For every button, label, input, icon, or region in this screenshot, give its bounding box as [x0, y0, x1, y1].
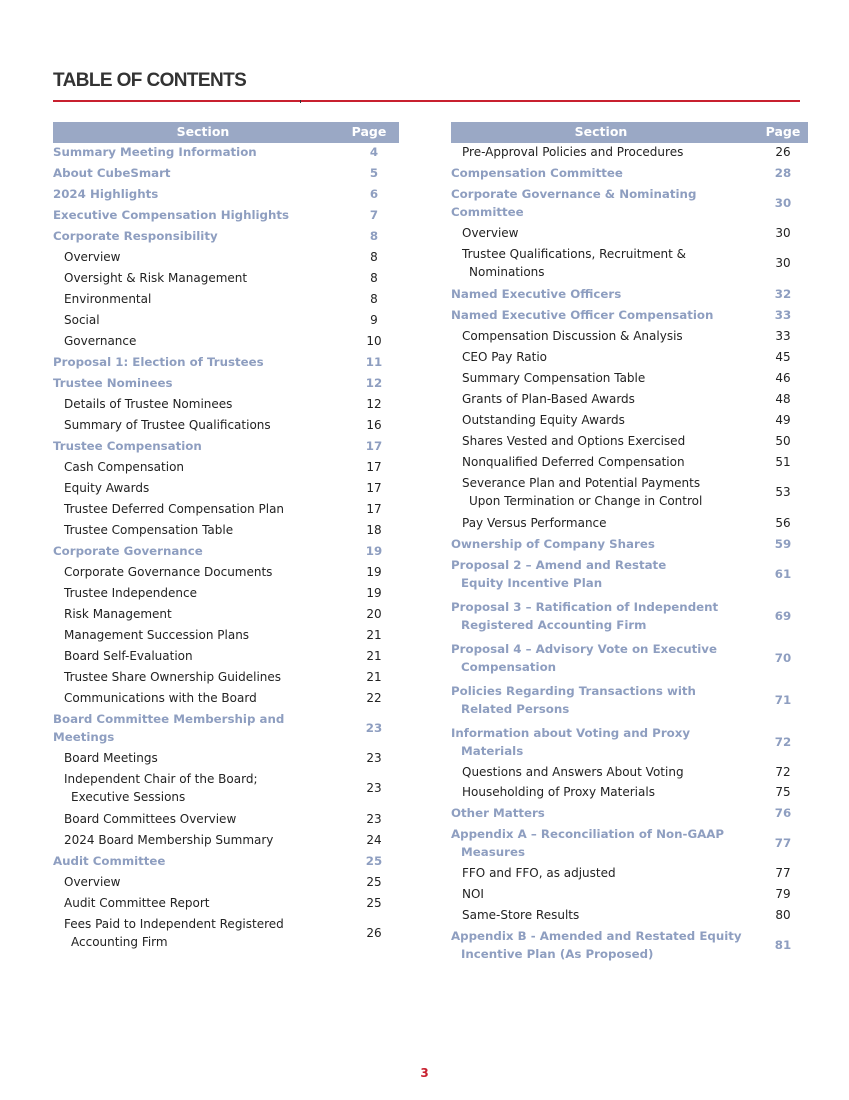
- toc-entry-page: 79: [775, 887, 791, 901]
- toc-entry-title: [53, 894, 399, 912]
- toc-entry-title-line: Related Persons: [461, 702, 570, 716]
- toc-section-link[interactable]: [451, 640, 808, 676]
- toc-section-link[interactable]: [53, 185, 399, 203]
- toc-subsection-link[interactable]: [53, 894, 399, 912]
- toc-entry-title: [451, 224, 808, 242]
- toc-entry-page: 23: [365, 721, 383, 735]
- toc-entry-title-line: Proposal 2 – Amend and Restate: [451, 558, 667, 572]
- toc-entry-title-line: Risk Management: [64, 607, 172, 621]
- toc-entry-page: 53: [775, 485, 791, 499]
- toc-section-link[interactable]: [53, 437, 399, 455]
- toc-subsection-link[interactable]: [53, 521, 399, 539]
- toc-subsection-link[interactable]: [53, 647, 399, 665]
- toc-entry-title: [451, 804, 808, 822]
- toc-entry-title-line: Ownership of Company Shares: [451, 537, 655, 551]
- toc-entry-page: 19: [366, 565, 382, 579]
- toc-entry-title-line: Overview: [64, 875, 121, 889]
- toc-entry-title-line: Same-Store Results: [462, 908, 580, 922]
- toc-entry-title: [53, 521, 399, 539]
- title-divider: [53, 100, 800, 102]
- toc-entry-title: [53, 248, 399, 266]
- toc-entry-title-line: Oversight & Risk Management: [64, 271, 248, 285]
- toc-entry-title: [451, 390, 808, 408]
- toc-subsection-link[interactable]: [53, 605, 399, 623]
- toc-entry-title-line: Questions and Answers About Voting: [462, 765, 684, 779]
- toc-subsection-link[interactable]: [53, 479, 399, 497]
- toc-entry-page: 18: [366, 523, 382, 537]
- toc-entry-title-line: Corporate Responsibility: [53, 229, 218, 243]
- toc-entry-title-line: Cash Compensation: [64, 460, 185, 474]
- toc-column-left: [53, 122, 399, 954]
- toc-entry-title-line: Equity Incentive Plan: [461, 576, 603, 590]
- toc-entry-page: 76: [774, 806, 792, 820]
- toc-entry-title: [53, 206, 399, 224]
- toc-entry-title-line: Nominations: [469, 265, 545, 279]
- toc-section-link[interactable]: [451, 825, 808, 861]
- toc-entry-title-line: Proposal 3 – Ratification of Independent: [451, 600, 719, 614]
- toc-entry-page: 6: [369, 187, 379, 201]
- toc-entry-page: 19: [365, 544, 383, 558]
- toc-entry-page: 8: [369, 229, 379, 243]
- toc-subsection-link[interactable]: [53, 416, 399, 434]
- toc-entry-title: [53, 395, 399, 413]
- page-header: Page: [351, 124, 387, 139]
- toc-entry-title: [53, 500, 399, 518]
- toc-entry-title-line: Pre-Approval Policies and Procedures: [462, 145, 684, 159]
- toc-subsection-link[interactable]: [53, 311, 399, 329]
- toc-section-link[interactable]: [451, 598, 808, 634]
- toc-section-link[interactable]: [53, 143, 399, 161]
- toc-entry-title-line: About CubeSmart: [53, 166, 171, 180]
- toc-entry-title-line: Householding of Proxy Materials: [462, 785, 655, 799]
- toc-entry-title-line: 2024 Board Membership Summary: [64, 833, 274, 847]
- toc-entry-title: [53, 353, 399, 371]
- toc-entry-title: [451, 369, 808, 387]
- toc-subsection-link[interactable]: [451, 369, 808, 387]
- toc-subsection-link[interactable]: [53, 770, 399, 806]
- toc-entry-title-line: Overview: [462, 226, 519, 240]
- toc-subsection-link[interactable]: [53, 500, 399, 518]
- toc-entry-title: [53, 437, 399, 455]
- toc-entry-title-line: 2024 Highlights: [53, 187, 159, 201]
- toc-entry-title: [451, 453, 808, 471]
- toc-entry-title: [53, 852, 399, 870]
- toc-entry-title: [451, 348, 808, 366]
- toc-entry-title-line: Fees Paid to Independent Registered: [64, 917, 284, 931]
- toc-entry-page: 81: [774, 938, 792, 952]
- toc-subsection-link[interactable]: [451, 245, 808, 281]
- toc-subsection-link[interactable]: [451, 864, 808, 882]
- toc-section-link[interactable]: [451, 285, 808, 303]
- toc-entry-page: 5: [369, 166, 379, 180]
- toc-entry-title: [53, 290, 399, 308]
- toc-entry-page: 59: [774, 537, 792, 551]
- toc-entry-title-line: Audit Committee: [53, 854, 166, 868]
- toc-section-link[interactable]: [451, 927, 808, 963]
- toc-entry-title-line: Outstanding Equity Awards: [462, 413, 625, 427]
- toc-entry-title: [451, 185, 808, 221]
- toc-entry-page: 8: [370, 250, 378, 264]
- toc-subsection-link[interactable]: [53, 831, 399, 849]
- toc-subsection-link[interactable]: [451, 474, 808, 510]
- column-header: [53, 122, 399, 143]
- toc-entry-title: [451, 164, 808, 182]
- toc-entry-title-line: Compensation Committee: [451, 166, 623, 180]
- toc-entry-title: [53, 605, 399, 623]
- toc-entry-title: [53, 915, 399, 951]
- toc-entry-page: 21: [366, 649, 382, 663]
- toc-entry-title-line: Registered Accounting Firm: [461, 618, 647, 632]
- toc-entry-title-line: Proposal 4 – Advisory Vote on Executive: [451, 642, 717, 656]
- toc-entry-page: 26: [775, 145, 791, 159]
- toc-entry-title: [53, 479, 399, 497]
- toc-section-link[interactable]: [451, 682, 808, 718]
- toc-entry-title-line: Overview: [64, 250, 121, 264]
- toc-entry-title: [451, 927, 808, 963]
- toc-entry-title-line: NOI: [462, 887, 484, 901]
- toc-entry-page: 30: [775, 226, 791, 240]
- toc-entry-title: [451, 411, 808, 429]
- toc-subsection-link[interactable]: [53, 873, 399, 891]
- toc-entry-page: 48: [775, 392, 791, 406]
- toc-entry-title-line: Summary Compensation Table: [462, 371, 646, 385]
- toc-entry-title-line: Trustee Compensation: [53, 439, 202, 453]
- toc-entry-title: [53, 647, 399, 665]
- toc-entry-title-line: Audit Committee Report: [64, 896, 210, 910]
- toc-entry-title-line: Communications with the Board: [64, 691, 257, 705]
- toc-entry-title: [53, 164, 399, 182]
- toc-entry-page: 23: [366, 751, 382, 765]
- toc-entry-title: [451, 724, 808, 760]
- toc-entry-page: 32: [774, 287, 792, 301]
- toc-subsection-link[interactable]: [53, 332, 399, 350]
- toc-entry-page: 72: [774, 735, 792, 749]
- toc-entry-page: 71: [774, 693, 792, 707]
- toc-section-link[interactable]: [451, 556, 808, 592]
- toc-entry-title: [451, 825, 808, 861]
- toc-entry-title: [451, 783, 808, 801]
- toc-entry-title: [53, 689, 399, 707]
- toc-subsection-link[interactable]: [53, 749, 399, 767]
- toc-entry-page: 4: [369, 145, 379, 159]
- toc-entry-title-line: Trustee Deferred Compensation Plan: [64, 502, 285, 516]
- toc-entry-page: 33: [774, 308, 792, 322]
- toc-entry-title-line: Management Succession Plans: [64, 628, 250, 642]
- toc-entry-page: 10: [366, 334, 382, 348]
- toc-subsection-link[interactable]: [451, 143, 808, 161]
- toc-entry-title-line: Summary Meeting Information: [53, 145, 257, 159]
- toc-entry-page: 8: [370, 271, 378, 285]
- toc-section-link[interactable]: [53, 227, 399, 245]
- toc-entry-page: 33: [775, 329, 791, 343]
- toc-subsection-link[interactable]: [451, 390, 808, 408]
- toc-entry-title: [451, 306, 808, 324]
- toc-entry-title: [451, 285, 808, 303]
- toc-section-link[interactable]: [53, 852, 399, 870]
- toc-entry-title-line: Trustee Share Ownership Guidelines: [64, 670, 282, 684]
- toc-entry-title: [451, 556, 808, 592]
- page-number: 3: [420, 1066, 429, 1080]
- toc-entry-page: 56: [775, 516, 791, 530]
- toc-entry-title: [451, 514, 808, 532]
- toc-entry-page: 77: [775, 866, 791, 880]
- toc-entry-title: [53, 810, 399, 828]
- toc-section-link[interactable]: [451, 535, 808, 553]
- toc-subsection-link[interactable]: [53, 584, 399, 602]
- toc-entry-page: 25: [366, 875, 382, 889]
- toc-entry-page: 24: [366, 833, 382, 847]
- toc-entry-title-line: Independent Chair of the Board;: [64, 772, 258, 786]
- toc-entry-page: 75: [775, 785, 791, 799]
- toc-entry-page: 16: [366, 418, 382, 432]
- toc-entry-page: 19: [366, 586, 382, 600]
- toc-entry-page: 21: [366, 670, 382, 684]
- toc-entry-title-line: Grants of Plan-Based Awards: [462, 392, 635, 406]
- toc-subsection-link[interactable]: [451, 763, 808, 781]
- toc-section-link[interactable]: [451, 724, 808, 760]
- page-header: Page: [765, 124, 801, 139]
- toc-entry-title: [53, 749, 399, 767]
- toc-entry-title-line: Board Committee Membership and Meetings: [53, 712, 285, 744]
- toc-entry-title-line: Information about Voting and Proxy: [451, 726, 691, 740]
- toc-entry-title: [451, 640, 808, 676]
- toc-entry-title: [53, 332, 399, 350]
- toc-section-link[interactable]: [53, 206, 399, 224]
- toc-entry-page: 25: [365, 854, 383, 868]
- toc-entry-title-line: Board Committees Overview: [64, 812, 237, 826]
- toc-entry-page: 25: [366, 896, 382, 910]
- toc-section-link[interactable]: [53, 164, 399, 182]
- toc-entry-title-line: Details of Trustee Nominees: [64, 397, 233, 411]
- toc-entry-title: [451, 598, 808, 634]
- toc-entry-title-line: Proposal 1: Election of Trustees: [53, 355, 264, 369]
- toc-entry-title: [451, 763, 808, 781]
- toc-subsection-link[interactable]: [53, 269, 399, 287]
- section-header: Section: [176, 124, 230, 139]
- toc-entry-page: 23: [366, 781, 382, 795]
- toc-entry-title: [451, 682, 808, 718]
- toc-entry-page: 70: [774, 651, 792, 665]
- toc-entry-title-line: Other Matters: [451, 806, 545, 820]
- toc-column-right: [451, 122, 808, 966]
- toc-entry-page: 45: [775, 350, 791, 364]
- toc-list-left: [53, 143, 399, 951]
- toc-entry-title: [53, 770, 399, 806]
- toc-entry-title: [53, 584, 399, 602]
- toc-entry-page: 26: [366, 926, 382, 940]
- toc-entry-title-line: Compensation Discussion & Analysis: [462, 329, 683, 343]
- toc-entry-title: [451, 885, 808, 903]
- toc-entry-title-line: Nonqualified Deferred Compensation: [462, 455, 685, 469]
- toc-entry-title-line: FFO and FFO, as adjusted: [462, 866, 616, 880]
- toc-entry-page: 30: [775, 256, 791, 270]
- toc-subsection-link[interactable]: [451, 411, 808, 429]
- toc-entry-title-line: Board Self-Evaluation: [64, 649, 193, 663]
- toc-entry-title: [53, 542, 399, 560]
- toc-section-link[interactable]: [451, 804, 808, 822]
- toc-entry-title: [53, 831, 399, 849]
- toc-entry-title-line: Named Executive Officers: [451, 287, 622, 301]
- toc-subsection-link[interactable]: [451, 327, 808, 345]
- toc-entry-title-line: Trustee Nominees: [53, 376, 173, 390]
- toc-section-link[interactable]: [451, 185, 808, 221]
- toc-entry-title-line: Appendix A – Reconciliation of Non-GAAP: [451, 827, 725, 841]
- toc-entry-title: [53, 458, 399, 476]
- toc-entry-title-line: Severance Plan and Potential Payments: [462, 476, 701, 490]
- toc-entry-page: 12: [366, 397, 382, 411]
- toc-entry-title-line: Corporate Governance & Nominating Committee: [451, 187, 697, 219]
- toc-subsection-link[interactable]: [53, 689, 399, 707]
- toc-entry-page: 8: [370, 292, 378, 306]
- toc-subsection-link[interactable]: [53, 626, 399, 644]
- toc-entry-page: 21: [366, 628, 382, 642]
- toc-subsection-link[interactable]: [53, 810, 399, 828]
- toc-subsection-link[interactable]: [451, 885, 808, 903]
- toc-subsection-link[interactable]: [53, 395, 399, 413]
- toc-entry-title: [53, 185, 399, 203]
- page-title: TABLE OF CONTENTS: [53, 70, 247, 91]
- toc-entry-title-line: Environmental: [64, 292, 152, 306]
- toc-section-link[interactable]: [53, 353, 399, 371]
- toc-entry-title: [53, 626, 399, 644]
- toc-entry-title-line: Named Executive Officer Compensation: [451, 308, 714, 322]
- column-header: [451, 122, 808, 143]
- toc-entry-page: 17: [366, 460, 382, 474]
- toc-entry-page: 28: [774, 166, 792, 180]
- toc-entry-title: [451, 864, 808, 882]
- toc-entry-title-line: Executive Sessions: [71, 790, 186, 804]
- toc-entry-title-line: Corporate Governance Documents: [64, 565, 273, 579]
- toc-entry-title-line: Trustee Independence: [64, 586, 197, 600]
- toc-entry-page: 17: [365, 439, 383, 453]
- toc-entry-page: 9: [370, 313, 378, 327]
- toc-entry-title: [451, 906, 808, 924]
- toc-entry-title-line: Compensation: [461, 660, 557, 674]
- toc-entry-title: [53, 710, 399, 746]
- toc-entry-title: [53, 227, 399, 245]
- toc-entry-page: 77: [774, 836, 792, 850]
- toc-entry-page: 23: [366, 812, 382, 826]
- toc-entry-title-line: Equity Awards: [64, 481, 150, 495]
- toc-entry-page: 46: [775, 371, 791, 385]
- divider-tick: [300, 100, 301, 103]
- toc-entry-title: [53, 563, 399, 581]
- toc-entry-title-line: Upon Termination or Change in Control: [469, 494, 703, 508]
- toc-entry-title: [53, 269, 399, 287]
- toc-section-link[interactable]: [53, 542, 399, 560]
- toc-entry-title-line: Social: [64, 313, 100, 327]
- toc-subsection-link[interactable]: [53, 563, 399, 581]
- toc-section-link[interactable]: [53, 710, 399, 746]
- toc-entry-title-line: Board Meetings: [64, 751, 158, 765]
- toc-section-link[interactable]: [451, 164, 808, 182]
- toc-entry-title: [451, 327, 808, 345]
- toc-subsection-link[interactable]: [451, 224, 808, 242]
- toc-entry-page: 51: [775, 455, 791, 469]
- toc-entry-title-line: Materials: [461, 744, 524, 758]
- toc-entry-page: 69: [774, 609, 792, 623]
- toc-entry-title-line: CEO Pay Ratio: [462, 350, 547, 364]
- toc-subsection-link[interactable]: [451, 783, 808, 801]
- toc-entry-title: [53, 311, 399, 329]
- toc-subsection-link[interactable]: [451, 453, 808, 471]
- toc-section-link[interactable]: [53, 374, 399, 392]
- toc-entry-page: 22: [366, 691, 382, 705]
- toc-entry-title: [451, 535, 808, 553]
- toc-entry-title: [53, 143, 399, 161]
- toc-entry-page: 17: [366, 481, 382, 495]
- toc-subsection-link[interactable]: [451, 432, 808, 450]
- toc-subsection-link[interactable]: [53, 248, 399, 266]
- toc-subsection-link[interactable]: [451, 348, 808, 366]
- toc-entry-title-line: Shares Vested and Options Exercised: [462, 434, 686, 448]
- toc-entry-page: 49: [775, 413, 791, 427]
- toc-entry-title-line: Corporate Governance: [53, 544, 203, 558]
- toc-entry-page: 12: [365, 376, 383, 390]
- toc-entry-page: 17: [366, 502, 382, 516]
- toc-entry-title: [53, 416, 399, 434]
- toc-subsection-link[interactable]: [53, 668, 399, 686]
- toc-entry-title-line: Summary of Trustee Qualifications: [64, 418, 271, 432]
- toc-entry-page: 61: [774, 567, 792, 581]
- toc-entry-title-line: Appendix B - Amended and Restated Equity: [451, 929, 742, 943]
- toc-entry-title-line: Pay Versus Performance: [462, 516, 607, 530]
- toc-entry-page: 7: [369, 208, 379, 222]
- toc-list-right: [451, 143, 808, 963]
- toc-entry-title-line: Accounting Firm: [71, 935, 168, 949]
- toc-entry-page: 30: [774, 196, 792, 210]
- toc-subsection-link[interactable]: [451, 906, 808, 924]
- toc-entry-title: [451, 474, 808, 510]
- toc-entry-title-line: Governance: [64, 334, 137, 348]
- toc-entry-title: [53, 873, 399, 891]
- toc-entry-title-line: Trustee Qualifications, Recruitment &: [462, 247, 687, 261]
- toc-entry-title: [53, 668, 399, 686]
- toc-entry-page: 11: [365, 355, 383, 369]
- toc-entry-page: 50: [775, 434, 791, 448]
- section-header: Section: [574, 124, 628, 139]
- toc-entry-title-line: Measures: [461, 845, 525, 859]
- toc-entry-page: 80: [775, 908, 791, 922]
- toc-entry-title: [53, 374, 399, 392]
- toc-subsection-link[interactable]: [451, 514, 808, 532]
- toc-entry-title-line: Trustee Compensation Table: [64, 523, 234, 537]
- toc-entry-title: [451, 143, 808, 161]
- toc-entry-title-line: Policies Regarding Transactions with: [451, 684, 696, 698]
- toc-entry-page: 20: [366, 607, 382, 621]
- toc-subsection-link[interactable]: [53, 290, 399, 308]
- toc-entry-title-line: Executive Compensation Highlights: [53, 208, 290, 222]
- toc-section-link[interactable]: [451, 306, 808, 324]
- toc-entry-title: [451, 245, 808, 281]
- toc-entry-title: [451, 432, 808, 450]
- toc-entry-page: 72: [775, 765, 791, 779]
- toc-subsection-link[interactable]: [53, 458, 399, 476]
- toc-subsection-link[interactable]: [53, 915, 399, 951]
- toc-entry-title-line: Incentive Plan (As Proposed): [461, 947, 654, 961]
